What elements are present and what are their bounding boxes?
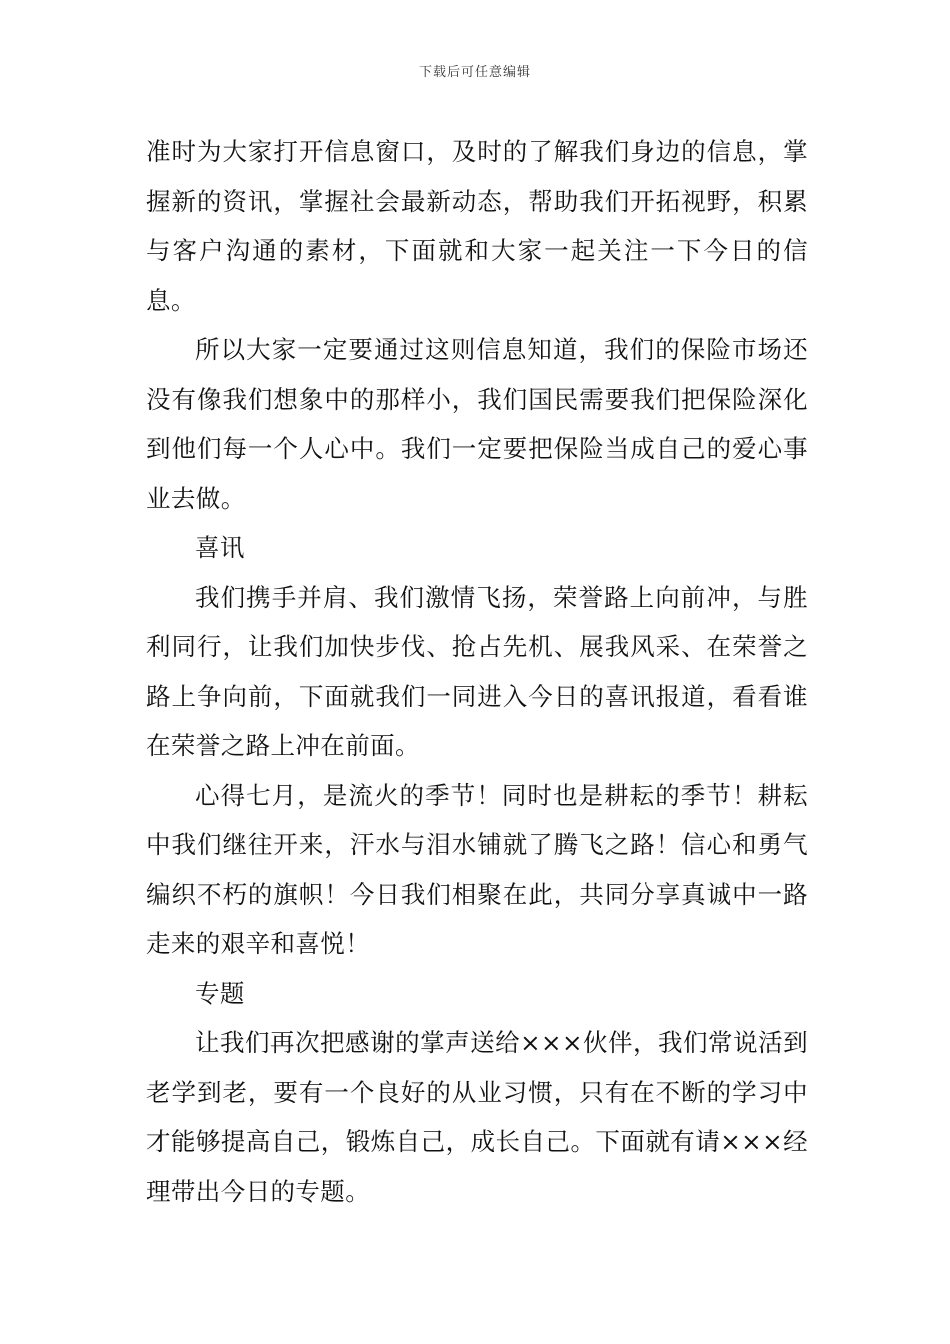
insurance-paragraph: 所以大家一定要通过这则信息知道，我们的保险市场还没有像我们想象中的那样小，我们国民需要我们把保险深化到他们每一个人心中。我们一定要把保险当成自己的爱心事业去做。 (146, 335, 808, 513)
good-news-heading: 喜讯 (195, 533, 245, 562)
intro-paragraph: 准时为大家打开信息窗口，及时的了解我们身边的信息，掌握新的资讯，掌握社会最新动态，帮助我们开拓视野，积累与客户沟通的素材，下面就和大家一起关注一下今日的信息。 (146, 137, 808, 315)
reflection-paragraph: 心得七月，是流火的季节！同时也是耕耘的季节！耕耘中我们继往开来，汗水与泪水铺就了腾飞之路！信心和勇气编织不朽的旗帜！今日我们相聚在此，共同分享真诚中一路走来的艰辛和喜悦！ (146, 780, 808, 958)
special-topic-paragraph: 让我们再次把感谢的掌声送给×××伙伴，我们常说活到老学到老，要有一个良好的从业习惯，只有在不断的学习中才能够提高自己，锻炼自己，成长自己。下面就有请×××经理带出今日的专题。 (146, 1028, 808, 1206)
document-body (146, 127, 808, 1216)
good-news-paragraph: 我们携手并肩、我们激情飞扬，荣誉路上向前冲，与胜利同行，让我们加快步伐、抢占先机、展我风采、在荣誉之路上争向前，下面就我们一同进入今日的喜讯报道，看看谁在荣誉之路上冲在前面。 (146, 582, 808, 760)
special-topic-heading: 专题 (195, 978, 245, 1008)
page-header-note: 下载后可任意编辑 (418, 65, 531, 80)
